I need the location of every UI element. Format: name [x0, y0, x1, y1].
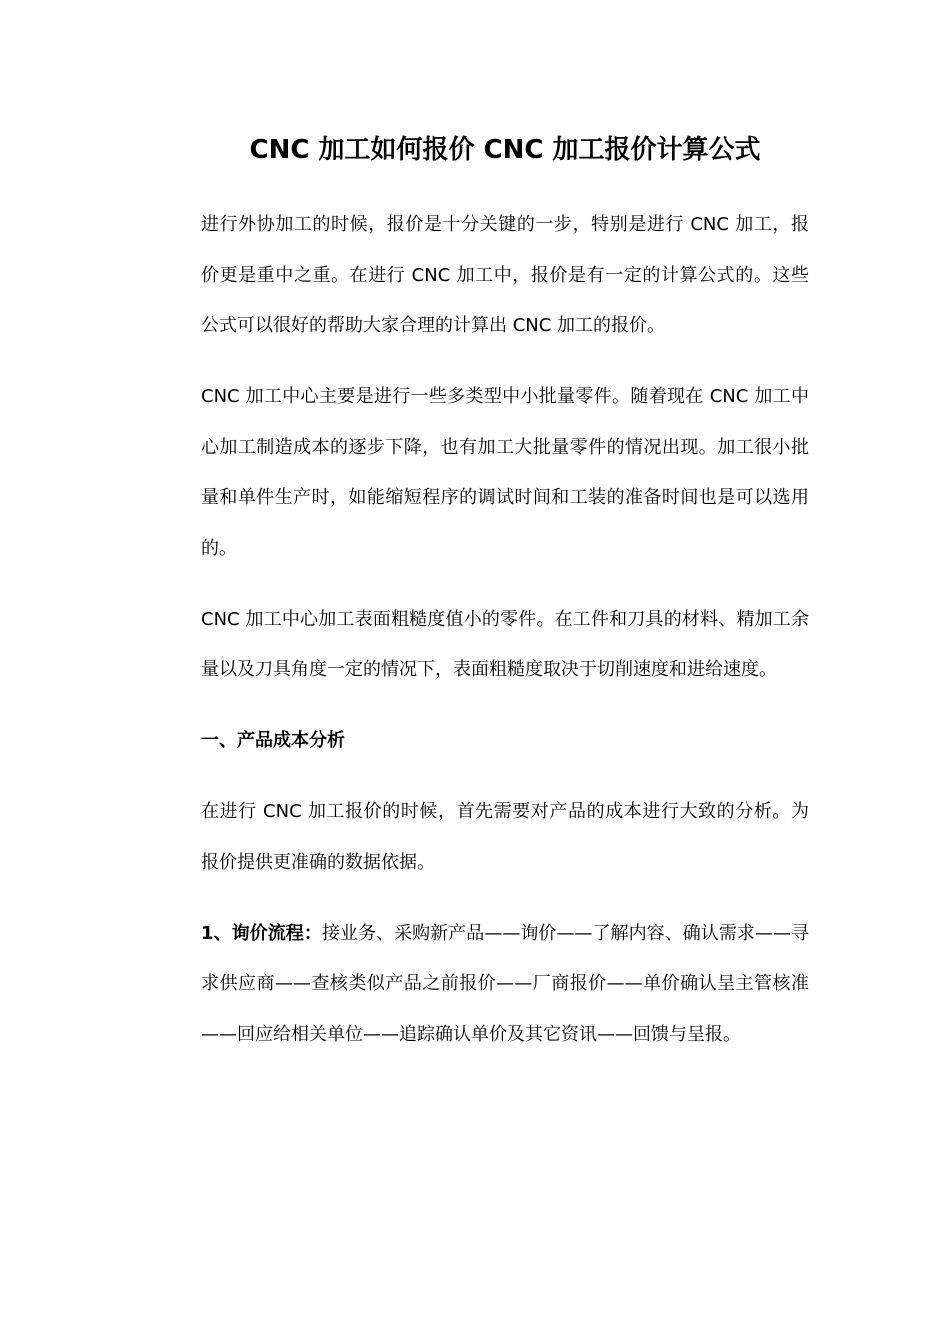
document-body — [201, 200, 809, 1081]
paragraph-machining-center: CNC 加工中心主要是进行一些多类型中小批量零件。随着现在 CNC 加工中心加工制造成本的逐步下降，也有加工大批量零件的情况出现。加工很小批量和单件生产时，如能缩短程序的调试时间和工装的准备时间也是可以选用的。 — [201, 386, 809, 559]
inquiry-process-text: 接业务、采购新产品——询价——了解内容、确认需求——寻求供应商——查核类似产品之前报价——厂商报价——单价确认呈主管核准——回应给相关单位——追踪确认单价及其它资讯——回馈与呈报。 — [201, 922, 809, 1045]
inquiry-process-label: 1、询价流程： — [201, 922, 322, 944]
paragraph-intro: 进行外协加工的时候，报价是十分关键的一步，特别是进行 CNC 加工，报价更是重中之重。在进行 CNC 加工中，报价是有一定的计算公式的。这些公式可以很好的帮助大家合理的计算出 CNC 加工的报价。 — [201, 214, 809, 336]
paragraph-cost-analysis-intro: 在进行 CNC 加工报价的时候，首先需要对产品的成本进行大致的分析。为报价提供更准确的数据依据。 — [201, 801, 809, 873]
document-title: CNC 加工如何报价 CNC 加工报价计算公式 — [249, 135, 761, 165]
section-heading-cost-analysis: 一、产品成本分析 — [201, 730, 345, 751]
paragraph-inquiry-process — [201, 909, 809, 1061]
paragraph-surface-roughness: CNC 加工中心加工表面粗糙度值小的零件。在工件和刀具的材料、精加工余量以及刀具角度一定的情况下，表面粗糙度取决于切削速度和进给速度。 — [201, 608, 809, 680]
